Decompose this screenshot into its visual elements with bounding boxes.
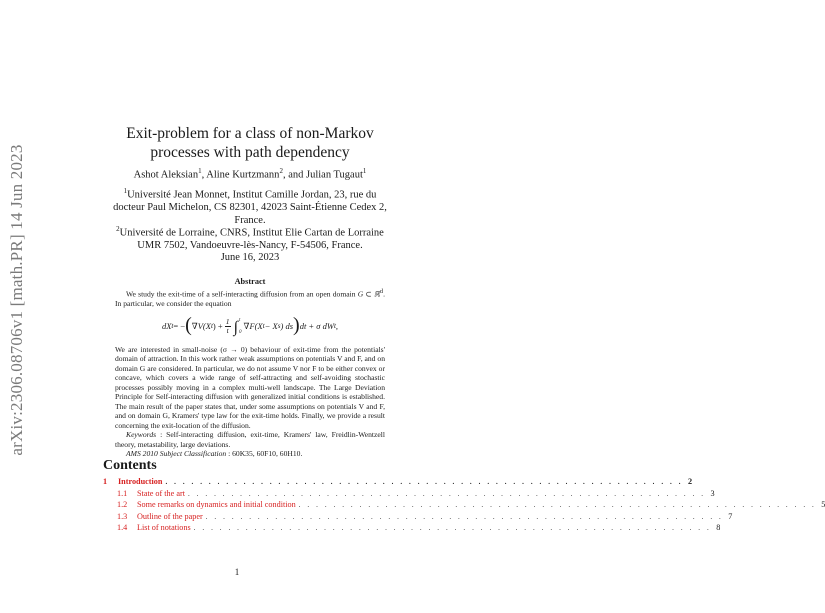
keywords-text: : Self-interacting diffusion, exit-time, Kramers' law, Freidlin-Wentzell theory, metastability, large deviations.	[115, 430, 385, 449]
equation-part: ∇V(X	[191, 320, 211, 331]
toc-leader: . . . . . . . . . . . . . . . . . . . . . . . . . . . . . . . . . . . . . . . . . . . . . . . . . . . . . . . . . . . .	[298, 501, 817, 510]
affiliation-line: France.	[234, 214, 266, 226]
toc-entry[interactable]	[103, 488, 715, 501]
paper-title	[85, 124, 415, 162]
toc-entry-page: 2	[688, 477, 693, 486]
equation-part: = −	[173, 320, 186, 331]
title-line-2: processes with path dependency	[150, 144, 350, 161]
left-paren: (	[185, 313, 192, 336]
toc-entry-number: 1.2	[117, 500, 128, 510]
keywords-label: Keywords	[126, 430, 157, 440]
subject-classification-label: AMS 2010 Subject Classification	[126, 449, 227, 459]
author-list	[85, 167, 415, 181]
subject-classification-codes: : 60K35, 60F10, 60H10.	[226, 449, 303, 459]
affiliation-line: Université Jean Monnet, Institut Camille Jordan, 23, rue du	[127, 189, 377, 201]
arxiv-sidebar	[4, 144, 30, 456]
toc-entry-link[interactable]: Outline of the paper	[137, 511, 203, 521]
author-affiliation-mark: 2	[279, 167, 283, 175]
abstract-text: We study the exit-time of a self-interacting diffusion from an open domain	[126, 289, 358, 299]
equation-part: dX	[161, 320, 172, 331]
title-line-1: Exit-problem for a class of non-Markov	[126, 125, 374, 142]
fraction-numerator: 1	[225, 317, 230, 327]
toc-leader: . . . . . . . . . . . . . . . . . . . . . . . . . . . . . . . . . . . . . . . . . . . . . . . . . . . . . . . . . . . .	[193, 524, 712, 533]
toc-entry-link[interactable]: State of the art	[137, 488, 185, 498]
toc-entry-page: 3	[710, 488, 715, 498]
fraction-denominator: t	[226, 326, 229, 336]
page-number: 1	[234, 567, 240, 577]
toc-entry-page: 5	[821, 500, 825, 510]
equation-part: ,	[335, 320, 339, 331]
toc-entry-link[interactable]: List of notations	[137, 523, 191, 533]
publication-date: June 16, 2023	[220, 252, 280, 263]
author-affiliation-mark: 1	[362, 167, 367, 175]
inline-math-superscript: d	[379, 288, 384, 295]
equation-subscript: t	[262, 321, 265, 330]
abstract-paragraph	[115, 287, 385, 309]
toc-entry-link[interactable]: Introduction	[118, 477, 163, 486]
abstract-paragraph: We are interested in small-noise (σ → 0) behaviour of exit-time from the potentials' domain of attraction. In this work rather weak assumptions on potentials V and F, and on domain G are considered. In particular, we do not assume V nor F to be either convex or concave, which covers a wide range of self-attracting and self-avoiding stochastic processes possibly moving in a complex multi-well landscape. The Large Deviation Principle for Self-interacting diffusion with generalized initial conditions is established. The main result of the paper states that, under some assumptions on potentials V and F, and on domain G, Kramers' type law for the exit-time holds. Finally, we provide a result concerning the exit-location of the diffusion.	[115, 344, 385, 430]
author-separator: ,	[201, 169, 207, 181]
toc-entry[interactable]	[103, 523, 721, 535]
abstract-text: . In particular, we consider the equation	[115, 289, 385, 309]
abstract-heading: Abstract	[234, 277, 266, 286]
integral-sign: ∫	[233, 318, 239, 336]
author-name: Ashot Aleksian	[133, 169, 199, 181]
equation-part: − X	[264, 320, 278, 331]
contents-heading: Contents	[103, 458, 157, 473]
integral-limits	[239, 315, 242, 339]
equation-subscript: s	[277, 321, 281, 330]
affiliation-line: docteur Paul Michelon, CS 82301, 42023 Saint-Étienne Cedex 2,	[113, 202, 387, 213]
fraction	[225, 318, 231, 335]
affiliation-line: Université de Lorraine, CNRS, Institut Elie Cartan de Lorraine	[119, 227, 384, 239]
toc-entry-link[interactable]: Some remarks on dynamics and initial condition	[137, 500, 296, 510]
toc-entry-number: 1	[103, 477, 108, 486]
toc-entry[interactable]	[103, 500, 825, 512]
right-paren: )	[293, 313, 300, 336]
inline-math: G ⊂ ℝ	[357, 289, 380, 299]
toc-leader: . . . . . . . . . . . . . . . . . . . . . . . . . . . . . . . . . . . . . . . . . . . . . . . . . . . . . . . . . . . .	[165, 478, 684, 486]
equation-subscript: t	[333, 321, 336, 330]
equation-part: ) +	[212, 320, 223, 331]
table-of-contents	[103, 477, 825, 535]
display-equation	[115, 309, 385, 345]
toc-entry-page: 7	[728, 511, 733, 521]
toc-entry-number: 1.3	[117, 511, 128, 521]
keywords-line	[115, 430, 385, 449]
affiliation-mark: 2	[116, 225, 120, 233]
equation-part: dt + σ dW	[299, 320, 334, 331]
author-affiliation-mark: 1	[198, 167, 202, 175]
equation-subscript: t	[210, 321, 213, 330]
toc-entry-page: 8	[716, 523, 721, 533]
affiliation-2	[85, 223, 415, 253]
integral-lower-limit: 0	[239, 329, 242, 335]
equation-part: ∇F(X	[243, 320, 263, 331]
abstract-body	[115, 287, 385, 459]
toc-entry[interactable]	[103, 511, 733, 524]
author-name: Aline Kurtzmann	[206, 169, 280, 181]
affiliation-line: UMR 7502, Vandoeuvre-lès-Nancy, F-54506, France.	[137, 240, 363, 251]
equation-part: ) ds	[280, 320, 294, 331]
toc-entry-number: 1.4	[117, 523, 128, 533]
author-separator: , and	[282, 169, 306, 181]
toc-entry-number: 1.1	[117, 488, 128, 498]
affiliation-mark: 1	[123, 187, 128, 195]
arxiv-identifier: arXiv:2306.08706v1 [math.PR] 14 Jun 2023	[7, 144, 26, 456]
integral-upper-limit: t	[239, 317, 241, 323]
equation-subscript: t	[171, 321, 174, 330]
toc-leader: . . . . . . . . . . . . . . . . . . . . . . . . . . . . . . . . . . . . . . . . . . . . . . . . . . . . . . . . . . . .	[205, 512, 724, 521]
author-name: Julian Tugaut	[305, 169, 363, 181]
affiliation-1	[85, 185, 415, 227]
toc-leader: . . . . . . . . . . . . . . . . . . . . . . . . . . . . . . . . . . . . . . . . . . . . . . . . . . . . . . . . . . . .	[187, 489, 706, 498]
toc-entry[interactable]	[103, 477, 693, 489]
